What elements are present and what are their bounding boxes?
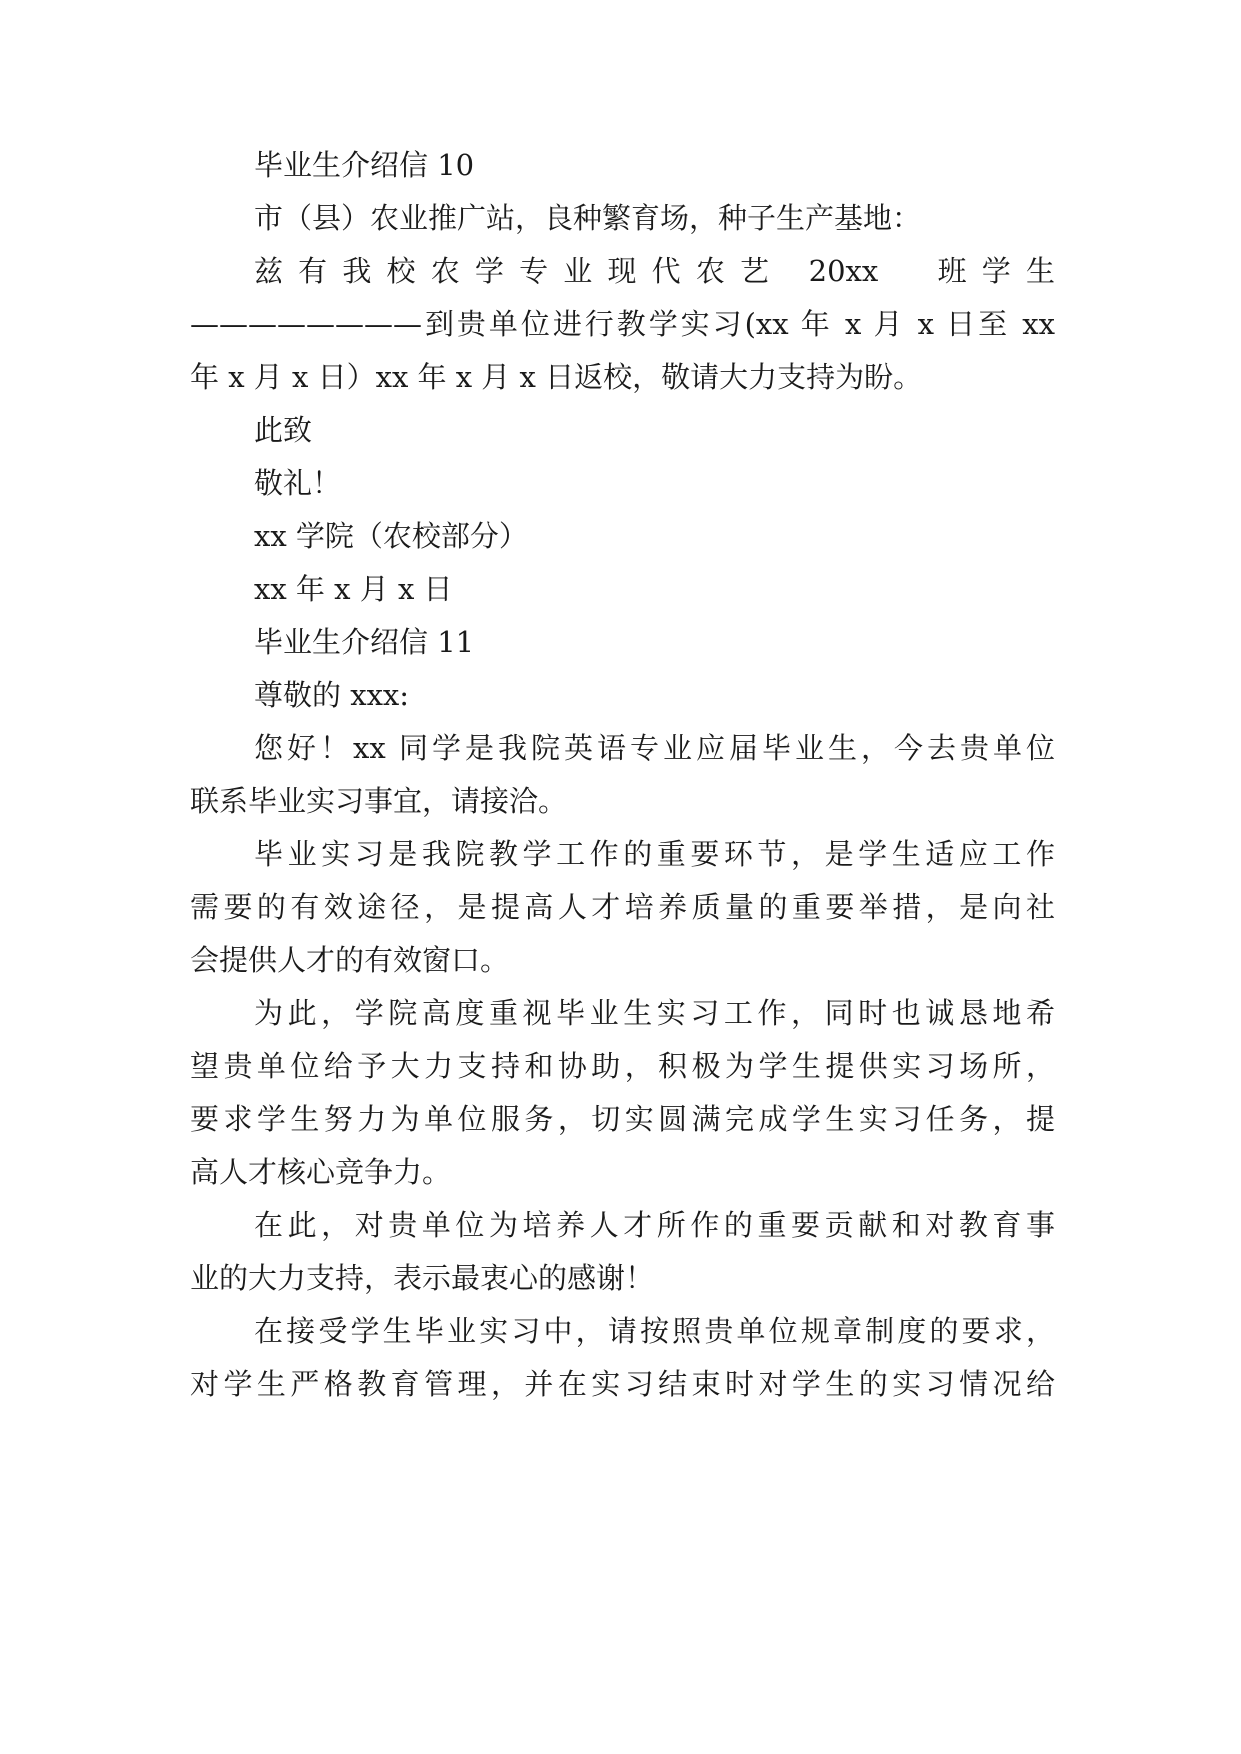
letter-11-paragraph-line: 会提供人才的有效窗口。 [190,943,510,977]
letter-10-date: xx 年 x 月 x 日 [254,572,453,606]
letter-10-salutation: 市（县）农业推广站，良种繁育场，种子生产基地： [254,201,922,235]
letter-10-body-line: 兹有我校农学专业现代农艺 20xx 班学生 [254,254,1055,288]
letter-10-signature: xx 学院（农校部分） [254,519,528,553]
letter-10-title: 毕业生介绍信 10 [254,148,475,182]
letter-11-paragraph-line: 为此，学院高度重视毕业生实习工作，同时也诚恳地希 [254,996,1055,1030]
letter-11-title: 毕业生介绍信 11 [254,625,475,659]
letter-11-paragraph-line: 在此，对贵单位为培养人才所作的重要贡献和对教育事 [254,1208,1055,1242]
letter-11-paragraph-line: 您好！xx 同学是我院英语专业应届毕业生，今去贵单位 [254,731,1055,765]
letter-11-paragraph-line: 望贵单位给予大力支持和协助，积极为学生提供实习场所， [190,1049,1055,1083]
letter-11-paragraph-line: 高人才核心竞争力。 [190,1155,452,1189]
letter-11-paragraph-line: 业的大力支持，表示最衷心的感谢！ [190,1261,655,1295]
letter-11-paragraph-line: 要求学生努力为单位服务，切实圆满完成学生实习任务，提 [190,1102,1055,1136]
letter-10-closing: 此致 [254,413,313,447]
letter-11-paragraph-line: 毕业实习是我院教学工作的重要环节，是学生适应工作 [254,837,1055,871]
letter-11-paragraph-line: 需要的有效途径，是提高人才培养质量的重要举措，是向社 [190,890,1055,924]
letter-11-paragraph-line: 联系毕业实习事宜，请接洽。 [190,784,568,818]
letter-10-body-line: ————————到贵单位进行教学实习(xx 年 x 月 x 日至 xx [190,307,1055,341]
letter-11-paragraph-line: 对学生严格教育管理，并在实习结束时对学生的实习情况给 [190,1367,1055,1401]
letter-11-salutation: 尊敬的 xxx: [254,678,410,712]
letter-10-body-line: 年 x 月 x 日）xx 年 x 月 x 日返校，敬请大力支持为盼。 [190,360,923,394]
letter-11-paragraph-line: 在接受学生毕业实习中，请按照贵单位规章制度的要求， [254,1314,1055,1348]
letter-10-regards: 敬礼！ [254,466,342,500]
